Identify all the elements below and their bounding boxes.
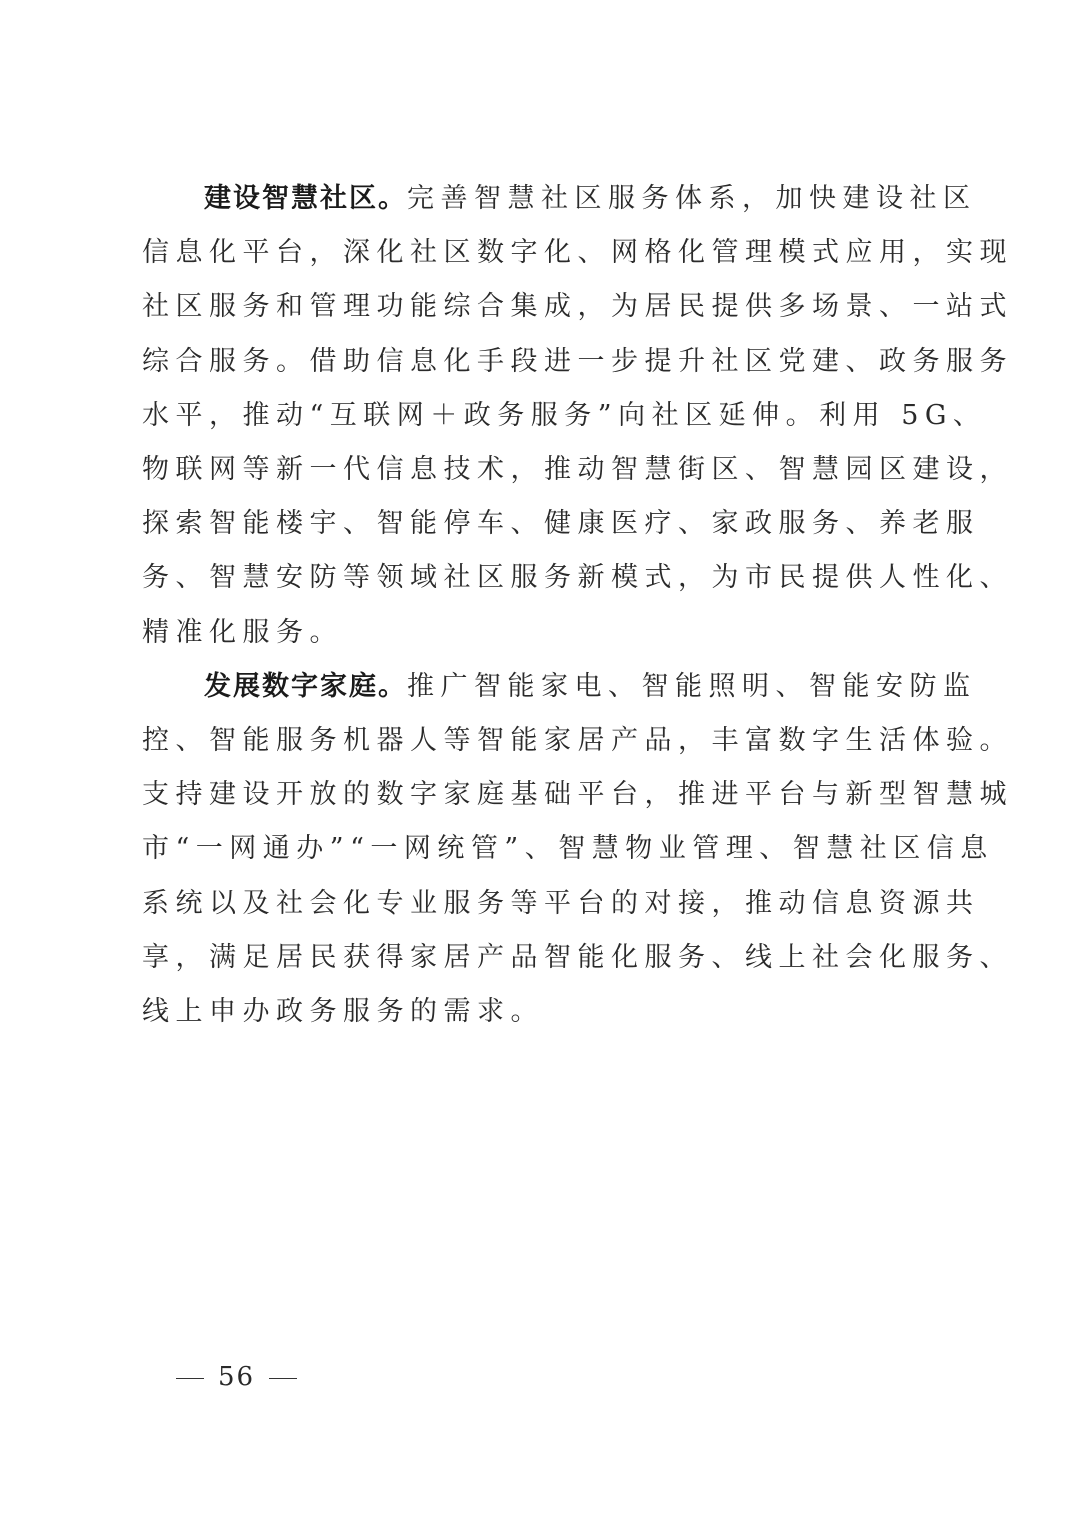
paragraph-line: 线上申办政务服务的需求。 [142, 996, 544, 1028]
paragraph-line: 市“一网通办”“一网统管”、智慧物业管理、智慧社区信息 [142, 833, 994, 865]
dash-left [176, 1378, 204, 1379]
paragraph-line: 控、智能服务机器人等智能家居产品，丰富数字生活体验。 [142, 725, 1013, 757]
page-number [162, 1362, 311, 1392]
paragraph-line: 享，满足居民获得家居产品智能化服务、线上社会化服务、 [142, 941, 1013, 973]
paragraph-line: 物联网等新一代信息技术，推动智慧街区、智慧园区建设， [142, 454, 1013, 486]
paragraph-line: 建设智慧社区。完善智慧社区服务体系，加快建设社区 [204, 183, 977, 214]
paragraph-heading: 建设智慧社区。 [204, 183, 407, 214]
paragraph-line: 社区服务和管理功能综合集成，为居民提供多场景、一站式 [142, 291, 1013, 323]
paragraph-line: 务、智慧安防等领域社区服务新模式，为市民提供人性化、 [142, 562, 1013, 594]
paragraph-line: 系统以及社会化专业服务等平台的对接，推动信息资源共 [142, 887, 980, 919]
paragraph-heading: 发展数字家庭。 [204, 670, 407, 702]
paragraph-line: 水平，推动“互联网＋政务服务”向社区延伸。利用 5G、 [142, 399, 987, 431]
paragraph-line: 信息化平台，深化社区数字化、网格化管理模式应用，实现 [142, 237, 1013, 269]
paragraph-digital-home [142, 660, 1013, 1039]
paragraph-line: 支持建设开放的数字家庭基础平台，推进平台与新型智慧城 [142, 779, 1013, 811]
paragraph-line: 综合服务。借助信息化手段进一步提升社区党建、政务服务 [142, 345, 1013, 377]
page-number-value: 56 [218, 1362, 256, 1392]
paragraph-line: 探索智能楼宇、智能停车、健康医疗、家政服务、养老服 [142, 508, 980, 540]
paragraph-smart-community [142, 172, 1013, 660]
body-text [142, 172, 1013, 1039]
dash-right [269, 1378, 297, 1379]
paragraph-line: 精准化服务。 [142, 616, 343, 648]
paragraph-line: 发展数字家庭。推广智能家电、智能照明、智能安防监 [204, 670, 977, 702]
